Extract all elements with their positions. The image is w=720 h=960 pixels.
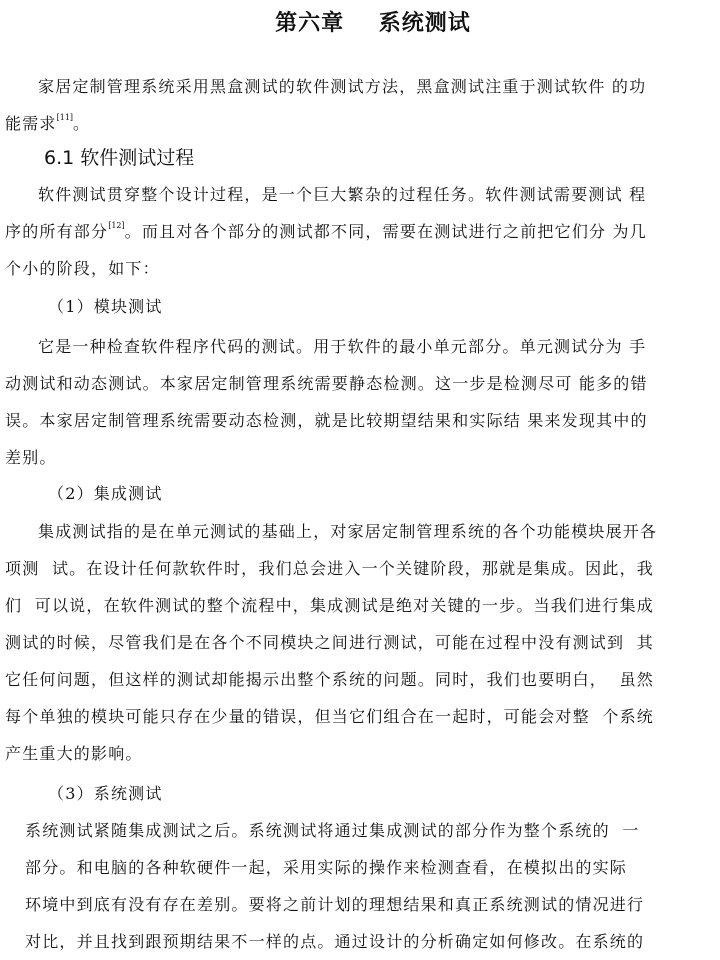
module-test-heading: （1）模块测试: [48, 297, 163, 316]
integration-test-paragraph: [0, 513, 657, 772]
process-line-2: [0, 213, 647, 250]
chapter-title: 第六章 系统测试: [275, 11, 471, 36]
intro-line-2: [0, 105, 646, 142]
module-line-1: 它是一种检查软件程序代码的测试。用于软件的最小单元部分。单元测试分为 手: [38, 337, 647, 356]
process-paragraph: [0, 176, 647, 287]
intro-line-2-text: 能需求: [5, 114, 57, 133]
system-test-heading: （3）系统测试: [48, 784, 163, 803]
system-test-paragraph: [0, 812, 644, 960]
system-line-2: 部分。和电脑的各种软硬件一起，采用实际的操作来检测查看，在模拟出的实际: [25, 858, 628, 877]
integration-line-4: 测试的时候，尽管我们是在各个不同模块之间进行测试，可能在过程中没有测试到 其: [5, 633, 654, 652]
integration-line-3: 们 可以说，在软件测试的整个流程中，集成测试是绝对关键的一步。当我们进行集成: [5, 596, 654, 615]
integration-test-heading: （2）集成测试: [48, 484, 163, 503]
process-line-1: 软件测试贯穿整个设计过程，是一个巨大繁杂的过程任务。软件测试需要测试 程: [38, 185, 647, 204]
intro-line-1: 家居定制管理系统采用黑盒测试的软件测试方法，黑盒测试注重于测试软件 的功: [38, 77, 647, 96]
integration-line-6: 每个单独的模块可能只存在少量的错误，但当它们组合在一起时，可能会对整 个系统: [5, 707, 654, 726]
intro-line-2-tail: 。: [73, 114, 91, 133]
section-heading: 6.1 软件测试过程: [44, 147, 195, 169]
system-line-1: 系统测试紧随集成测试之后。系统测试将通过集成测试的部分作为整个系统的 一: [25, 821, 640, 840]
process-line-2-b: 。而且对各个部分的测试都不同，需要在测试进行之前把它们分 为几: [124, 222, 647, 241]
system-line-3: 环境中到底有没有存在差别。要将之前计划的理想结果和真正系统测试的情况进行: [25, 895, 645, 914]
integration-line-2: 项测 试。在设计任何款软件时，我们总会进入一个关键阶段，那就是集成。因此，我: [5, 559, 654, 578]
system-line-4: 对比，并且找到跟预期结果不一样的点。通过设计的分析确定如何修改。在系统的: [25, 932, 645, 951]
process-line-2-a: 序的所有部分: [5, 222, 109, 241]
integration-line-1: 集成测试指的是在单元测试的基础上，对家居定制管理系统的各个功能模块展开各: [38, 522, 658, 541]
citation-11: [11]: [56, 113, 74, 122]
citation-12: [12]: [108, 221, 125, 230]
module-line-4: 差别。: [5, 448, 57, 467]
module-test-paragraph: [0, 328, 648, 476]
module-line-3: 误。本家居定制管理系统需要动态检测，就是比较期望结果和实际结 果来发现其中的: [5, 411, 648, 430]
process-line-3: 个小的阶段，如下：: [5, 259, 160, 278]
module-line-2: 动测试和动态测试。本家居定制管理系统需要静态检测。这一步是检测尽可 能多的错: [5, 374, 648, 393]
intro-paragraph: [0, 68, 646, 142]
integration-line-5: 它任何问题，但这样的测试却能揭示出整个系统的问题。同时，我们也要明白， 虽然: [5, 670, 654, 689]
integration-line-7: 产生重大的影响。: [5, 744, 143, 763]
